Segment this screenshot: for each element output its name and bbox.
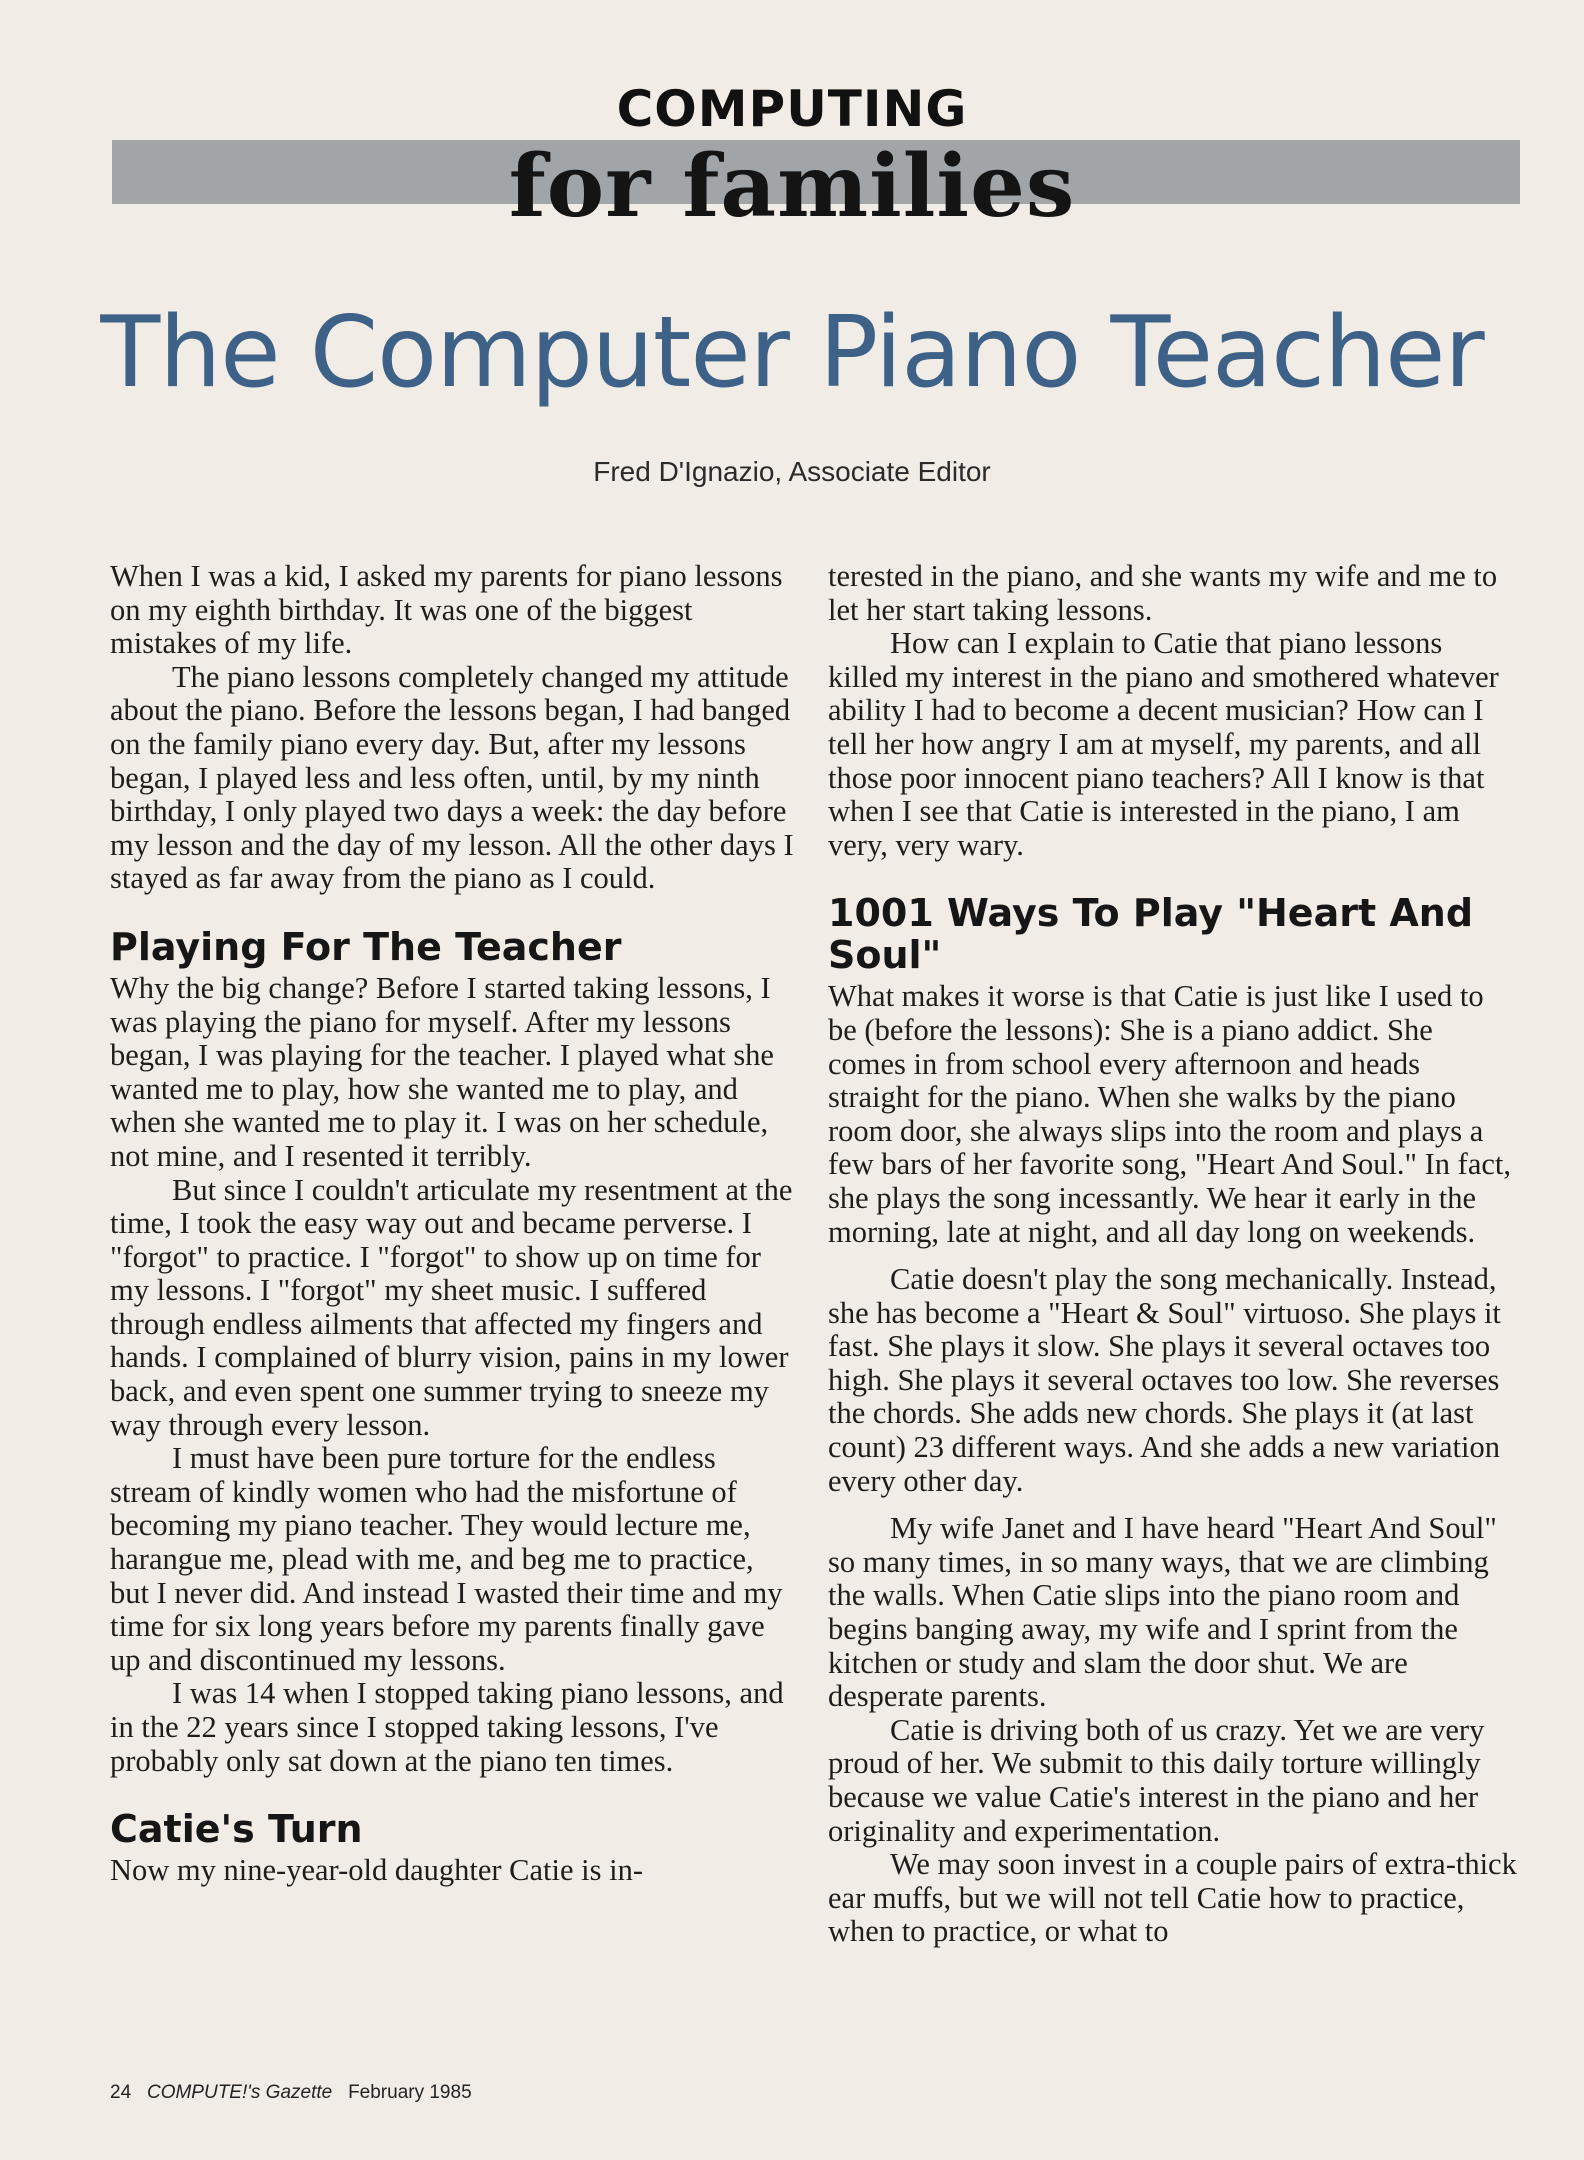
masthead-computing: COMPUTING	[616, 80, 968, 138]
paragraph: Catie doesn't play the song mechanically. Instead, she has become a "Heart & Soul" virtuoso. She plays it fast. She plays it slow. She plays it several octaves too high. She plays it several octaves too low. She reverses the chords. She adds new chords. She plays it (at last count) 23 different ways. And she adds a new variation every other day.	[828, 1262, 1501, 1498]
article-byline: Fred D'Ignazio, Associate Editor	[593, 456, 991, 487]
section-heading-heart-and-soul: 1001 Ways To Play "Heart And Soul"	[828, 891, 1474, 978]
issue-date: February 1985	[348, 2082, 472, 2103]
masthead-for-families: for families	[508, 136, 1076, 237]
paragraph: How can I explain to Catie that piano lessons killed my interest in the piano and smothered whatever ability I had to become a decent musician? How can I tell her how angry I am at myself, my parents, and all those poor innocent piano teachers? All I know is that when I see that Catie is interested in the piano, I am very, very wary.	[828, 626, 1499, 862]
column-masthead	[0, 70, 1584, 270]
paragraph: What makes it worse is that Catie is just like I used to be (before the lessons): She is a piano addict. She comes in from school every afternoon and heads straight for the piano. When she walks by the piano room door, she always slips into the room and plays a few bars of her favorite song, "Heart And Soul." In fact, she plays the song incessantly. We hear it early in the morning, late at night, and all day long on weekends.	[828, 979, 1511, 1249]
paragraph: I must have been pure torture for the endless stream of kindly women who had the misfortune of becoming my piano teacher. They would lecture me, harangue me, plead with me, and beg me to practice, but I never did. And instead I wasted their time and my time for six long years before my parents finally gave up and discontinued my lessons.	[110, 1441, 783, 1677]
paragraph: Catie is driving both of us crazy. Yet we are very proud of her. We submit to this daily torture willingly because we value Catie's interest in the piano and her originality and experimentation.	[828, 1712, 1485, 1848]
paragraph: The piano lessons completely changed my attitude about the piano. Before the lessons began, I had banged on the family piano every day. But, after my lessons began, I played less and less often, until, by my ninth birthday, I only played two days a week: the day before my lesson and the day of my lesson. All the other days I stayed as far away from the piano as I could.	[110, 659, 794, 896]
paragraph: My wife Janet and I have heard "Heart And Soul" so many times, in so many ways, that we are climbing the walls. When Catie slips into the piano room and begins banging away, my wife and I sprint from the kitchen or study and slam the door shut. We are desperate parents.	[828, 1511, 1497, 1714]
paragraph: We may soon invest in a couple pairs of extra-thick ear muffs, but we will not tell Catie how to practice, when to practice, or what to	[828, 1847, 1517, 1949]
right-column	[828, 560, 1518, 1949]
left-column	[110, 560, 800, 1888]
article-title: The Computer Piano Teacher	[100, 296, 1484, 410]
paragraph: Why the big change? Before I started taking lessons, I was playing the piano for myself. After my lessons began, I was playing for the teacher. I played what she wanted me to play, how she wanted me to play, and when she wanted me to play it. I was on her schedule, not mine, and I resented it terribly.	[110, 970, 774, 1173]
paragraph: terested in the piano, and she wants my wife and me to let her start taking lessons.	[828, 559, 1498, 627]
paragraph: When I was a kid, I asked my parents for piano lessons on my eighth birthday. It was one of the biggest mistakes of my life.	[110, 559, 783, 661]
page-number: 24	[110, 2082, 132, 2103]
magazine-name: COMPUTE!'s Gazette	[146, 2082, 333, 2103]
paragraph: I was 14 when I stopped taking piano lessons, and in the 22 years since I stopped taking lessons, I've probably only sat down at the piano ten times.	[110, 1676, 784, 1778]
paragraph: Now my nine-year-old daughter Catie is in-	[110, 1853, 643, 1888]
paragraph: But since I couldn't articulate my resentment at the time, I took the easy way out and became perverse. I "forgot" to practice. I "forgot" to show up on time for my lessons. I "forgot" my sheet music. I suffered through endless ailments that affected my fingers and hands. I complained of blurry vision, pains in my lower back, and even spent one summer trying to sneeze my way through every lesson.	[110, 1172, 793, 1442]
page-footer	[110, 2082, 472, 2104]
section-heading-caties-turn: Catie's Turn	[110, 1807, 363, 1852]
section-heading-playing-for-the-teacher: Playing For The Teacher	[110, 924, 622, 969]
